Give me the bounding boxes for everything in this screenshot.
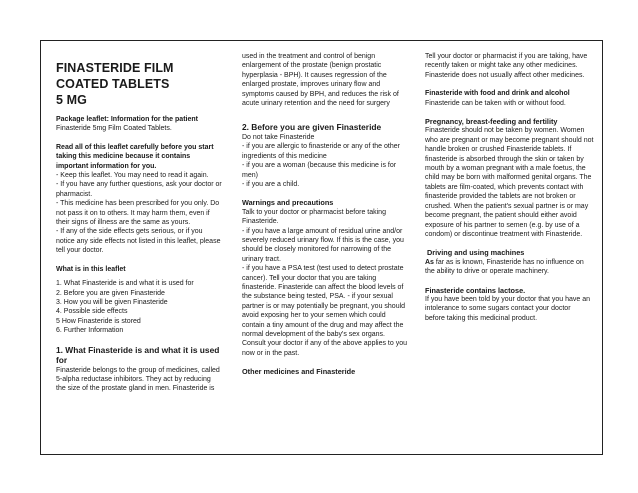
lactose-text: If you have been told by your doctor that you have an intolerance to some sugars contact your doctor before taking this medicinal product. [425, 295, 590, 322]
title-line: COATED TABLETS [56, 77, 170, 91]
pregnancy-heading: Pregnancy, breast-feeding and fertility [425, 117, 558, 127]
read-all-item: - Keep this leaflet. You may need to read it again. [56, 172, 209, 180]
section-1-heading: 1. What Finasteride is and what it is used for [56, 344, 220, 366]
food-heading: Finasteride with food and drink and alcohol [425, 90, 570, 98]
column-1 [56, 60, 222, 394]
package-leaflet-heading: Package leaflet: Information for the patient [56, 116, 198, 123]
contraindication-item: Do not take Finasteride [242, 133, 315, 141]
document-title [56, 60, 222, 108]
contents-item: 2. Before you are given Finasteride [56, 289, 165, 297]
warnings-text: Talk to your doctor or pharmacist before taking Finasteride. - if you have a large amount of residual urine and/or severely reduced urinary flow. If this is the case, you should be closely monitored for narrowing of the urinary tract. - if you have a PSA test (test used to detect prostate cancer). Tell your doctor that you are taking finasteride. Finasteride can affect the blood levels of the substance being tested, PSA. - if your sexual partner is or may potentially be pregnant, you should avoid exposing her to your semen which could contain a tiny amount of the drug and may affect the normal development of the baby's sex organs. Consult your doctor if any of the above applies to you now or in the past. [242, 208, 407, 357]
title-line: FINASTERIDE FILM [56, 61, 174, 75]
section-1-text: Finasteride belongs to the group of medicines, called 5-alpha reductase inhibitors. They act by reducing the size of the prostate gland in men. Finasteride is [56, 366, 220, 393]
contents-item: 1. What Finasteride is and what it is used for [56, 280, 194, 288]
contraindication-item: - if you are a child. [242, 180, 300, 188]
read-all-item: - If you have any further questions, ask your doctor or pharmacist. [56, 181, 222, 198]
driving-heading: Driving and using machines [425, 248, 525, 258]
lactose-heading: Finasteride contains lactose. [425, 285, 526, 295]
food-text: Finasteride can be taken with or without food. [425, 99, 566, 107]
package-leaflet-subtitle: Finasteride 5mg Film Coated Tablets. [56, 125, 172, 133]
read-all-item: - This medicine has been prescribed for you only. Do not pass it on to others. It may harm them, even if their signs of illness are the same as yours. [56, 200, 220, 227]
column-2 [242, 52, 410, 377]
bph-description: used in the treatment and control of benign enlargement of the prostate (benign prostatic hyperplasia - BPH). It causes regression of the enlarged prostate, improves urinary flow and symptoms caused by BPH, and reduces the risk of acute urinary retention and the need for surgery [242, 53, 399, 108]
contraindication-item: - if you are allergic to finasteride or any of the other ingredients of this medicine [242, 143, 400, 160]
other-medicines-text: Tell your doctor or pharmacist if you are taking, have recently taken or might take any other medicines. Finasteride does not usually affect other medicines. [425, 53, 588, 79]
contents-heading: What is in this leaflet [56, 265, 126, 273]
contraindication-item: - if you are a woman (because this medicine is for men) [242, 162, 397, 179]
read-all-notice: Read all of this leaflet carefully before you start taking this medicine because it contains important information for you. [56, 143, 214, 170]
driving-lead: As [425, 258, 434, 266]
contents-item: 3. How you will be given Finasteride [56, 298, 168, 306]
pregnancy-text: Finasteride should not be taken by women. Women who are pregnant or may become pregnant should not handle broken or crushed Finasteride tablets. If finasteride is absorbed through the skin or taken by mouth by a woman pregnant with a male foetus, the child may be born with malformed genital organs. The tablets are film-coated, which prevents contact with finasteride provided the tablets are not broken or crushed. When the patient's sexual partner is or may become pregnant, the patient should either avoid exposure of his partner to semen (e.g. by use of a condom) or discontinue treatment with Finasteride. [425, 127, 594, 238]
contents-item: 4. Possible side effects [56, 308, 128, 316]
read-all-item: - If any of the side effects gets serious, or if you notice any side effects not listed in this leaflet, please tell your doctor. [56, 228, 221, 255]
driving-section [425, 258, 595, 277]
other-medicines-heading: Other medicines and Finasteride [242, 367, 356, 377]
driving-text: far as is known, Finasteride has no influence on the ability to drive or operate machinery. [425, 258, 584, 276]
title-line: 5 MG [56, 93, 87, 107]
contents-item: 6. Further Information [56, 327, 124, 335]
food-section [425, 89, 595, 108]
column-3 [425, 52, 595, 323]
warnings-heading: Warnings and precautions [242, 198, 334, 208]
contents-item: 5 How Finasteride is stored [56, 317, 141, 325]
section-2-heading: 2. Before you are given Finasteride [242, 122, 382, 133]
